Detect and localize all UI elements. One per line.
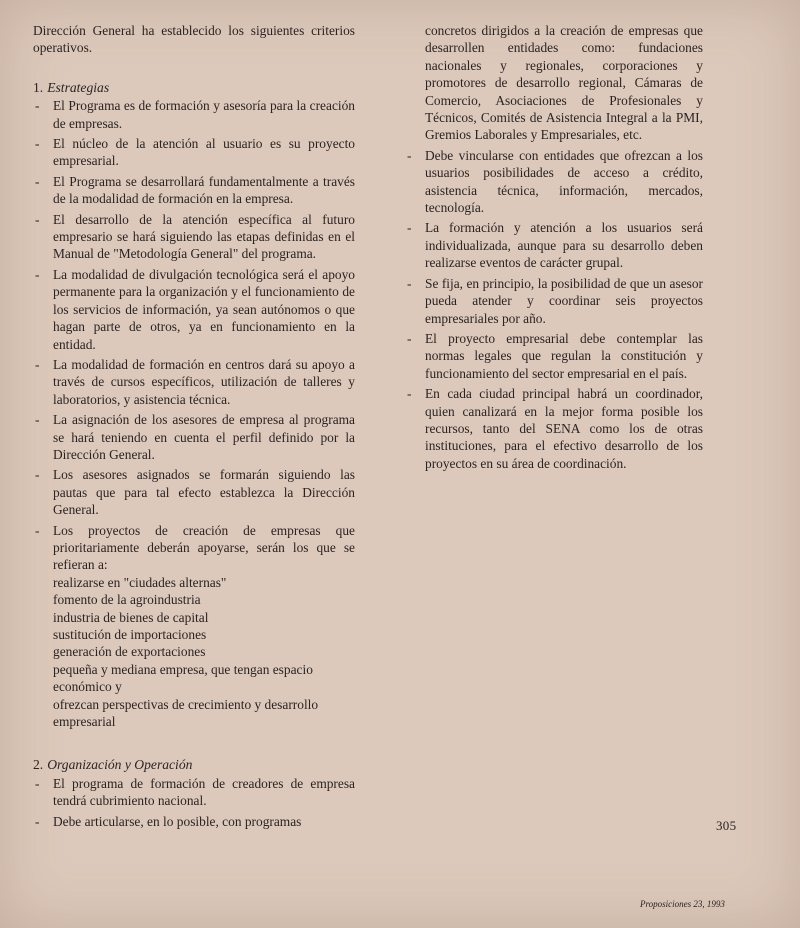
- bullet-dash: -: [35, 412, 40, 428]
- bullet-dash: -: [35, 356, 40, 372]
- bullet-dash: -: [35, 211, 40, 227]
- list-item: - El programa de formación de creadores de empresa tendrá cubrimiento nacional.: [35, 775, 355, 809]
- list-item: - La formación y atención a los usuarios será individualizada, aunque para su desarrollo deben realizarse eventos de carácter grupal.: [407, 220, 703, 271]
- list-item: - En cada ciudad principal habrá un coordinador, quien canalizará en la mejor forma posible los recursos, tanto del SENA como los de otras instituciones, para el efectivo desarrollo de los proyectos en su área de coordinación.: [407, 386, 703, 471]
- section-2-heading: [33, 756, 355, 773]
- list-item: - Los proyectos de creación de empresas que prioritariamente deberán apoyarse, serán los que se refieran a: realizarse en "ciudades alternas" fomento de la agroindustria industria de bienes de capital sustitución de importaciones generación de exportaciones pequeña y mediana empresa, que tengan espacio económico y ofrezcan perspectivas de crecimiento y desarrollo empresarial: [35, 522, 355, 730]
- list-item: - El desarrollo de la atención específica al futuro empresario se hará siguiendo las etapas definidas en el Manual de "Metodología General" del programa.: [35, 211, 355, 262]
- section-1-heading: [33, 79, 355, 96]
- list-item: - El proyecto empresarial debe contemplar las normas legales que regulan la constitución y funcionamiento del sector empresarial en el país.: [407, 330, 703, 381]
- bullet-dash: -: [35, 775, 40, 791]
- list-item: - Los asesores asignados se formarán siguiendo las pautas que para tal efecto establezca la Dirección General.: [35, 467, 355, 518]
- footer-citation: Proposiciones 23, 1993: [640, 899, 725, 909]
- section-2-list-continued: [405, 147, 703, 472]
- continuation-paragraph: concretos dirigidos a la creación de empresas que desarrollen entidades como: fundaciones nacionales y regionales, corporaciones y promotores de desarrollo regional, Cámaras de Comercio, Asociaciones de Profesionales y Técnicos, Comités de Asistencia Integral a la PMI, Gremios Laborales y Empresariales, etc.: [425, 23, 703, 143]
- list-item: - La asignación de los asesores de empresa al programa se hará teniendo en cuenta el perfil definido por la Dirección General.: [35, 412, 355, 462]
- sublist-item: fomento de la agroindustria: [53, 592, 201, 608]
- list-item: - El Programa se desarrollará fundamentalmente a través de la modalidad de formación en la empresa.: [35, 173, 355, 207]
- priority-sublist: [33, 574, 355, 731]
- page-number: 305: [716, 818, 737, 833]
- sublist-item: pequeña y mediana empresa, que tengan espacio económico y: [53, 661, 313, 695]
- section-1-list: [33, 97, 355, 730]
- list-item: - El Programa es de formación y asesoría para la creación de empresas.: [35, 98, 355, 131]
- section-1-title: Estrategias: [47, 79, 110, 95]
- bullet-dash: -: [35, 266, 40, 282]
- bullet-dash: -: [407, 220, 412, 236]
- sublist-item: sustitución de importaciones: [53, 627, 207, 642]
- bullet-dash: -: [35, 813, 40, 829]
- section-1-number: 1.: [33, 79, 44, 95]
- left-column: [33, 22, 355, 833]
- bullet-dash: -: [35, 98, 40, 114]
- bullet-dash: -: [407, 330, 412, 346]
- bullet-dash: -: [407, 386, 412, 402]
- list-item: - La modalidad de formación en centros dará su apoyo a través de cursos específicos, utilización de talleres y laboratorios, y asistencia técnica.: [35, 356, 355, 407]
- list-item: - El núcleo de la atención al usuario es su proyecto empresarial.: [35, 136, 355, 169]
- sublist-item: realizarse en "ciudades alternas": [53, 574, 227, 590]
- bullet-dash: -: [35, 173, 40, 189]
- intro-paragraph: Dirección General ha establecido los siguientes criterios operativos.: [33, 23, 355, 56]
- list-item: - Debe articularse, en lo posible, con programas: [35, 813, 302, 829]
- section-2-number: 2.: [33, 757, 44, 773]
- list-item: - Se fija, en principio, la posibilidad de que un asesor pueda atender y coordinar seis proyectos empresariales por año.: [407, 275, 703, 326]
- bullet-dash: -: [35, 467, 40, 483]
- bullet-dash: -: [407, 147, 412, 163]
- sublist-item: industria de bienes de capital: [53, 609, 209, 625]
- right-column: [405, 22, 703, 475]
- list-item: - La modalidad de divulgación tecnológica será el apoyo permanente para la organización y el funcionamiento de los servicios de información, ya sean autónomos o que hagan parte de otros, ya en funcionamiento en la entidad.: [35, 266, 355, 352]
- bullet-dash: -: [407, 275, 412, 291]
- bullet-dash: -: [35, 522, 40, 538]
- list-item: - Debe vincularse con entidades que ofrezcan a los usuarios posibilidades de acceso a crédito, asistencia técnica, información, mercados, tecnología.: [407, 147, 703, 216]
- bullet-dash: -: [35, 136, 40, 152]
- section-2-title: Organización y Operación: [47, 757, 193, 773]
- sublist-item: ofrezcan perspectivas de crecimiento y desarrollo empresarial: [53, 696, 319, 730]
- section-2-list: [33, 775, 355, 830]
- sublist-item: generación de exportaciones: [53, 644, 206, 660]
